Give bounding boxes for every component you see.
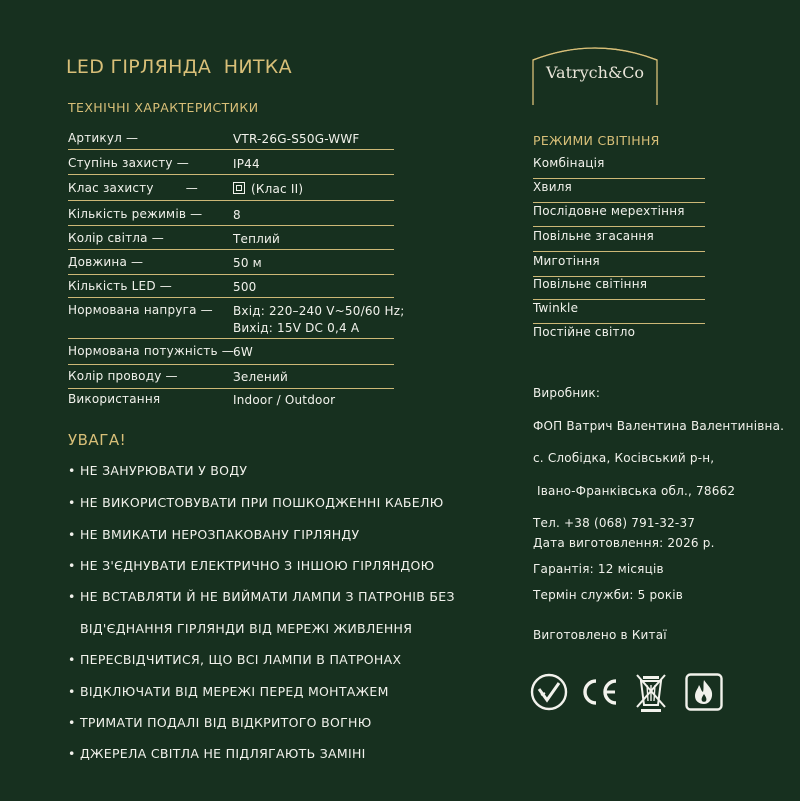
spec-row-class bbox=[68, 181, 394, 201]
warning-item: • ТРИМАТИ ПОДАЛІ ВІД ВІДКРИТОГО ВОГНЮ bbox=[68, 715, 372, 730]
spec-row-length bbox=[68, 255, 394, 275]
modes-heading: РЕЖИМИ СВІТІННЯ bbox=[533, 133, 660, 148]
spec-row-voltage bbox=[68, 303, 405, 339]
mode-item: Повільне згасання bbox=[533, 229, 705, 252]
spec-row-power bbox=[68, 344, 394, 365]
warning-item: • ДЖЕРЕЛА СВІТЛА НЕ ПІДЛЯГАЮТЬ ЗАМІНІ bbox=[68, 746, 366, 761]
spec-row-led-count bbox=[68, 279, 394, 298]
spec-value: Теплий bbox=[233, 232, 281, 246]
spec-label: Використання bbox=[68, 392, 161, 406]
spec-label: Довжина — bbox=[68, 255, 144, 269]
mode-item: Комбінація bbox=[533, 156, 705, 179]
spec-value: 500 bbox=[233, 280, 257, 294]
made-in: Виготовлено в Китаї bbox=[533, 628, 667, 642]
spec-label: Ступінь захисту — bbox=[68, 156, 189, 170]
spec-value-2: Вихід: 15V DC 0,4 A bbox=[233, 321, 360, 335]
manufacturer-name: ФОП Ватрич Валентина Валентинівна. bbox=[533, 419, 785, 433]
spec-value: Indoor / Outdoor bbox=[233, 393, 336, 407]
production-date: Дата виготовлення: 2026 р. bbox=[533, 536, 715, 550]
spec-label: Артикул — bbox=[68, 131, 139, 145]
spec-row-wire-color bbox=[68, 369, 394, 389]
warning-item: • НЕ ЗАНУРЮВАТИ У ВОДУ bbox=[68, 463, 248, 478]
mode-item: Повільне світіння bbox=[533, 277, 705, 300]
spec-row-usage bbox=[68, 392, 394, 410]
weee-bin-icon bbox=[633, 671, 669, 713]
spec-row-ip bbox=[68, 156, 394, 175]
spec-value: 50 м bbox=[233, 256, 262, 270]
warning-item: • НЕ ВМИКАТИ НЕРОЗПАКОВАНУ ГІРЛЯНДУ bbox=[68, 527, 360, 542]
manufacturer-address-2: Івано-Франківська обл., 78662 bbox=[537, 484, 736, 498]
spec-label: Колір проводу — bbox=[68, 369, 178, 383]
warning-item: • НЕ ВИКОРИСТОВУВАТИ ПРИ ПОШКОДЖЕННІ КАБЕЛЮ bbox=[68, 495, 444, 510]
mode-item: Послідовне мерехтіння bbox=[533, 204, 705, 227]
spec-row-article bbox=[68, 131, 394, 150]
ce-icon bbox=[578, 673, 620, 711]
spec-value: VTR-26G-S50G-WWF bbox=[233, 132, 360, 146]
mode-item: Twinkle bbox=[533, 301, 705, 324]
class-ii-icon bbox=[233, 182, 245, 194]
warning-item: • ВІДКЛЮЧАТИ ВІД МЕРЕЖІ ПЕРЕД МОНТАЖЕМ bbox=[68, 684, 389, 699]
brand-logo bbox=[531, 44, 659, 106]
spec-heading: ТЕХНІЧНІ ХАРАКТЕРИСТИКИ bbox=[68, 100, 259, 115]
warning-heading: УВАГА! bbox=[68, 431, 127, 449]
spec-value: Вхід: 220–240 V~50/60 Hz; bbox=[233, 304, 405, 318]
manufacturer-label: Виробник: bbox=[533, 386, 601, 400]
spec-value: IP44 bbox=[233, 157, 260, 171]
service-life: Термін служби: 5 років bbox=[533, 588, 684, 602]
mode-item: Миготіння bbox=[533, 254, 705, 277]
spec-value: 8 bbox=[233, 208, 241, 222]
spec-value: Зелений bbox=[233, 370, 288, 384]
spec-row-color bbox=[68, 231, 394, 250]
manufacturer-phone: Тел. +38 (068) 791-32-37 bbox=[533, 516, 696, 530]
spec-row-modes bbox=[68, 207, 394, 226]
flammable-icon bbox=[685, 673, 723, 711]
spec-value: (Клас II) bbox=[251, 182, 304, 196]
ukrsepro-icon bbox=[530, 673, 568, 711]
warning-item: • ПЕРЕСВІДЧИТИСЯ, ЩО ВСІ ЛАМПИ В ПАТРОНАХ bbox=[68, 652, 402, 667]
spec-value-wrap bbox=[233, 181, 303, 197]
spec-label: Колір світла — bbox=[68, 231, 164, 245]
warranty: Гарантія: 12 місяців bbox=[533, 562, 664, 576]
spec-label: Нормована напруга — bbox=[68, 303, 213, 317]
logo-text: Vatrych&Co bbox=[545, 63, 645, 82]
mode-item: Хвиля bbox=[533, 180, 705, 203]
warning-item-continued: ВІД'ЄДНАННЯ ГІРЛЯНДИ ВІД МЕРЕЖІ ЖИВЛЕННЯ bbox=[80, 621, 413, 636]
spec-label: Нормована потужність — bbox=[68, 344, 234, 358]
spec-value: 6W bbox=[233, 345, 253, 359]
product-title: LED ГІРЛЯНДА НИТКА bbox=[66, 56, 292, 78]
manufacturer-address-1: с. Слобідка, Косівський р-н, bbox=[533, 451, 715, 465]
spec-label: Клас захисту — bbox=[68, 181, 198, 195]
warning-item: • НЕ З'ЄДНУВАТИ ЕЛЕКТРИЧНО З ІНШОЮ ГІРЛЯНДОЮ bbox=[68, 558, 435, 573]
spec-label: Кількість LED — bbox=[68, 279, 172, 293]
warning-item: • НЕ ВСТАВЛЯТИ Й НЕ ВИЙМАТИ ЛАМПИ З ПАТРОНІВ БЕЗ bbox=[68, 589, 455, 604]
spec-label: Кількість режимів — bbox=[68, 207, 203, 221]
mode-item: Постійне світло bbox=[533, 325, 636, 339]
